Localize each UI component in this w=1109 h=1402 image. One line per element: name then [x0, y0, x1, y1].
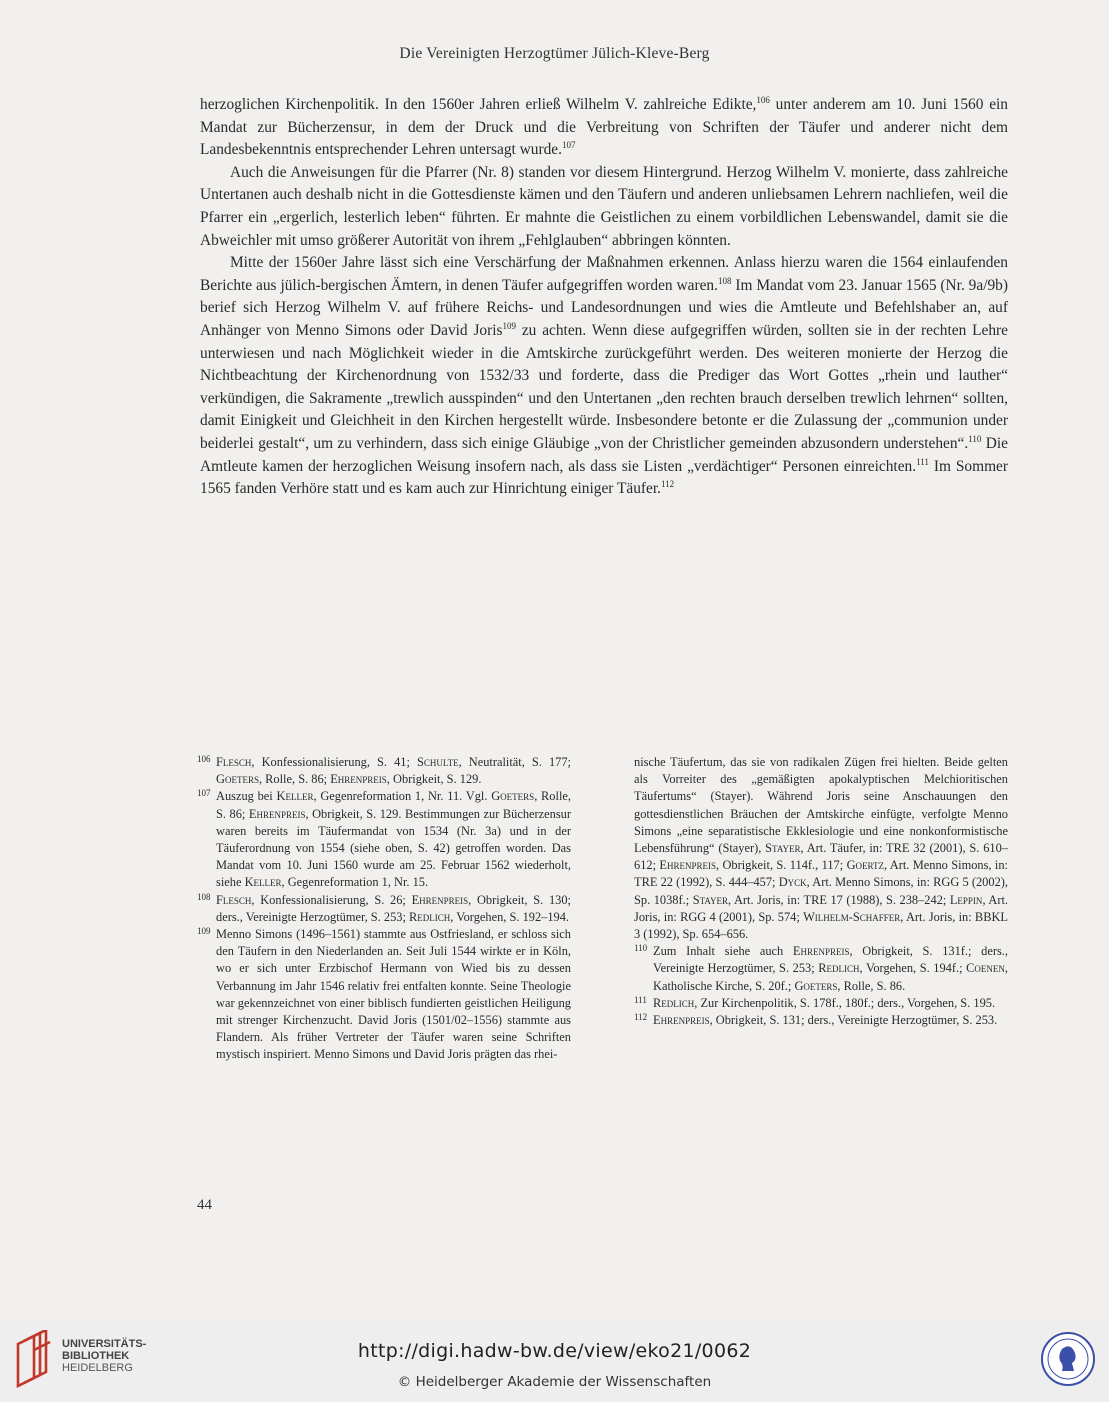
text-run: , Konfessionalisierung, S. 26;	[251, 892, 412, 907]
text-run: , Vorgehen, S. 194f.;	[859, 961, 967, 976]
author-name: Ehrenpreis	[248, 806, 306, 821]
text-run: , Obrigkeit, S. 130; ders., Vereinigte Herzogtümer, S. 253;	[216, 892, 571, 924]
footnote: 108 Flesch, Konfessionalisierung, S. 26; Ehrenpreis, Obrigkeit, S. 130; ders., Vereinigte Herzogtümer, S. 253; Redlich, Vorgehen, S. 192–194.	[197, 891, 571, 924]
footnote-reference: 106	[756, 95, 770, 105]
text-run: , Gegenreformation 1, Nr. 15.	[281, 875, 429, 890]
library-name-line: HEIDELBERG	[62, 1362, 133, 1374]
author-name: Ehrenpreis	[330, 772, 387, 787]
footnotes-right-column	[634, 754, 1008, 1029]
text-run: , Rolle, S. 86.	[837, 978, 906, 993]
text-run: Auszug bei	[216, 789, 277, 804]
author-name: Goeters	[794, 978, 838, 993]
author-name: Ehrenpreis	[411, 892, 469, 907]
text-run: , Art. Joris, in: BBKL 3 (1992), Sp. 654–656.	[634, 909, 1008, 942]
paragraph	[200, 252, 1008, 501]
text-run: , Obrigkeit, S. 129.	[386, 772, 482, 787]
paragraph	[200, 162, 1008, 252]
body-text	[200, 94, 1008, 501]
footnote-reference: 108	[717, 275, 732, 286]
text-run: , Obrigkeit, S. 129. Bestimmungen zur Bücherzensur waren bereits im Täufermandat von 1534 (Nr. 3a) und in der Täuferordnung von 1554 (siehe oben, S. 42) getroffen worden. Das Mandat vom 10. Juni 1560 wurde am 25. Februar 1562 wiederholt, siehe	[216, 806, 571, 890]
text-run: Die Amtleute kamen der herzoglichen Weisung insofern nach, als dass sie Listen „verdächtiger“ Personen einreichten.	[200, 434, 1008, 475]
academy-seal-icon	[1040, 1331, 1096, 1387]
footnote: 112 Ehrenpreis, Obrigkeit, S. 131; ders., Vereinigte Herzogtümer, S. 253.	[634, 1012, 998, 1028]
text-run: , Obrigkeit, S. 114f., 117;	[715, 858, 847, 873]
text-run: , Katholische Kirche, S. 20f.;	[653, 961, 1009, 993]
author-name: Ehrenpreis	[653, 1013, 710, 1028]
footnote-reference: 109	[502, 320, 517, 331]
paragraph	[200, 94, 1008, 162]
page-number: 44	[197, 1197, 212, 1213]
text-run: Im Mandat vom 23. Januar 1565 (Nr. 9a/9b) berief sich Herzog Wilhelm V. auf frühere Reichs- und Landesordnungen und wies die Amtleute und Befehlshaber an, auf Anhänger von Menno Simons oder David Joris	[200, 276, 1009, 339]
author-name: Keller	[276, 789, 314, 804]
text-run: , Obrigkeit, S. 131f.; ders., Vereinigte Herzogtümer, S. 253;	[653, 944, 1008, 976]
text-run: , Vorgehen, S. 192–194.	[450, 909, 570, 924]
author-name: Keller	[244, 875, 282, 890]
footnote: 111 Redlich, Zur Kirchenpolitik, S. 178f., 180f.; ders., Vorgehen, S. 195.	[634, 994, 996, 1010]
footnote-reference: 107	[561, 140, 576, 151]
text-run: , Gegenreformation 1, Nr. 11. Vgl.	[313, 789, 492, 804]
text-run: Zum Inhalt siehe auch	[653, 944, 793, 959]
footnote: 107 Auszug bei Keller, Gegenreformation 1, Nr. 11. Vgl. Goeters, Rolle, S. 86; Ehrenpreis, Obrigkeit, S. 129. Bestimmungen zur Bücherzensur waren bereits im Täufermandat von 1534 (Nr. 3a) und in der Täuferordnung von 1554 (siehe oben, S. 42) getroffen worden. Das Mandat vom 10. Juni 1560 wurde am 25. Februar 1562 wiederholt, siehe Keller, Gegenreformation 1, Nr. 15.	[197, 788, 571, 890]
author-name: Goertz	[846, 858, 884, 873]
author-name: Dyck	[778, 875, 807, 890]
running-head: Die Vereinigten Herzogtümer Jülich-Kleve-Berg	[399, 45, 710, 62]
author-name: Stayer	[692, 892, 729, 907]
text-run: Mitte der 1560er Jahre lässt sich eine Verschärfung der Maßnahmen erkennen. Anlass hierzu waren die 1564 einlaufenden Berichte aus jülich-bergischen Ämtern, in denen Täufer aufgegriffen worden waren.	[200, 254, 1008, 294]
text-run: , Art. Menno Simons, in: RGG 5 (2002), Sp. 1038f.;	[634, 875, 1008, 907]
library-name-line: BIBLIOTHEK	[62, 1350, 130, 1362]
author-name: Leppin	[949, 892, 983, 907]
author-name: Redlich	[818, 961, 860, 976]
author-name: Flesch	[216, 755, 252, 769]
footnotes-left-column	[197, 754, 571, 1064]
text-run: Menno Simons (1496–1561) stammte aus Ostfriesland, er schloss sich den Täufern in den Niederlanden an. Seit Juli 1544 wirkte er in Köln, wo er sich unter Erzbischof Hermann von Wied bis zu dessen Verbannung im Jahr 1546 relativ frei entfalten konnte. Seine Theologie war gekennzeichnet von einer biblisch fundierten geistlichen Heiligung mit strenger Kirchenzucht. David Joris (1501/02–1556) stammte aus Flandern. Als früher Vertreter der Täufer waren seine Schriften mystisch inspiriert. Menno Simons und David Joris prägten das rhei-	[216, 927, 571, 1062]
text-run: herzoglichen Kirchenpolitik. In den 1560er Jahren erließ Wilhelm V. zahlreiche Edikte,	[200, 96, 757, 113]
footer-bar	[0, 1322, 1109, 1402]
footnote-reference: 112	[661, 479, 675, 490]
text-run: , Konfessionalisierung, S. 41;	[251, 755, 418, 769]
text-run: , Art. Joris, in: RGG 4 (2001), Sp. 574;	[634, 892, 1008, 924]
footnote: 110 Zum Inhalt siehe auch Ehrenpreis, Obrigkeit, S. 131f.; ders., Vereinigte Herzogtümer, S. 253; Redlich, Vorgehen, S. 194f.; Coenen, Katholische Kirche, S. 20f.; Goeters, Rolle, S. 86.	[634, 943, 1009, 993]
author-name: Schulte	[417, 755, 459, 769]
footnote	[634, 754, 1008, 943]
author-name: Ehrenpreis	[659, 858, 716, 873]
permalink-url[interactable]: http://digi.hadw-bw.de/view/eko21/0062	[357, 1340, 752, 1362]
text-run: , Art. Täufer, in: TRE 32 (2001), S. 610–612;	[634, 841, 1008, 873]
text-run: , Neutralität, S. 177;	[458, 755, 571, 769]
author-name: Wilhelm-Schaffer	[803, 909, 901, 924]
author-name: Goeters	[491, 789, 535, 804]
footnote-reference: 111	[916, 456, 929, 467]
author-name: Stayer	[765, 841, 801, 856]
text-run: , Rolle, S. 86;	[258, 772, 331, 787]
footnote: 106 Flesch, Konfessionalisierung, S. 41; Schulte, Neutralität, S. 177; Goeters, Rolle, S. 86; Ehrenpreis, Obrigkeit, S. 129.	[197, 754, 571, 787]
author-name: Flesch	[216, 892, 252, 907]
text-run: zu achten. Wenn diese aufgegriffen würden, sollten sie in der rechten Lehre unterwiesen und nach Möglichkeit wieder in die Amtskirche zurückgeführt werden. Des weiteren monierte der Herzog die Nichtbeachtung der Kirchenordnung von 1532/33 und forderte, dass die Prediger das Wort Gottes „rhein und lauther“ verkündigen, die Sakramente „trewlich ausspinden“ und den Untertanen „den rechten brauch derselben trewlich lehrnen“ sollten, damit Einigkeit und Gleichheit in den Kirchen hergestellt würde. Insbesondere betonte er die Zulassung der „communion under beiderlei gestalt“, um zu verhindern, dass sich einige Gläubige „von der Christlicher gemeinden abzusondern understehen“.	[200, 321, 1008, 452]
copyright-notice: © Heidelberger Akademie der Wissenschaften	[397, 1374, 712, 1390]
library-name-line: UNIVERSITÄTS-	[62, 1338, 147, 1350]
author-name: Goeters	[216, 772, 259, 787]
footnote-reference: 110	[968, 433, 982, 444]
text-run: Im Sommer 1565 fanden Verhöre statt und es kam auch zur Hinrichtung einiger Täufer.	[200, 457, 1008, 498]
text-run: , Obrigkeit, S. 131; ders., Vereinigte Herzogtümer, S. 253.	[709, 1013, 998, 1028]
text-run: , Rolle, S. 86;	[216, 789, 571, 821]
text-run: , Art. Joris, in: TRE 17 (1988), S. 238–242;	[728, 892, 950, 907]
text-run: , Zur Kirchenpolitik, S. 178f., 180f.; ders., Vorgehen, S. 195.	[694, 995, 996, 1010]
author-name: Ehrenpreis	[792, 944, 850, 959]
text-run: unter anderem am 10. Juni 1560 ein Mandat zur Bücherzensur, in dem der Druck und die Verbreitung von Schriften der Täufer und anderer nicht dem Landesbekenntnis entsprechender Lehren untersagt wurde.	[200, 96, 1008, 159]
text-run: nische Täufertum, das sie von radikalen Zügen frei hielten. Beide gelten als Vorreiter des „gemäßigten apokalyptischen Melchioritischen Täufertums“ (Stayer). Während Joris seine Anschauungen den gottesdienstlichen Bräuchen der Amtskirche einfügte, verfolgte Menno Simons „eine separatistische Ekklesiologie und eine nonkonformistische Lebensführung“ (Stayer),	[634, 755, 1008, 856]
author-name: Redlich	[653, 995, 695, 1010]
footnote: 109 Menno Simons (1496–1561) stammte aus Ostfriesland, er schloss sich den Täufern in den Niederlanden an. Seit Juli 1544 wirkte er in Köln, wo er sich unter Erzbischof Hermann von Wied bis zu dessen Verbannung im Jahr 1546 relativ frei entfalten konnte. Seine Theologie war gekennzeichnet von einer biblisch fundierten geistlichen Heiligung mit strenger Kirchenzucht. David Joris (1501/02–1556) stammte aus Flandern. Als früher Vertreter der Täufer waren seine Schriften mystisch inspiriert. Menno Simons und David Joris prägten das rhei-	[197, 926, 571, 1062]
author-name: Coenen	[966, 961, 1005, 976]
text-run: , Art. Menno Simons, in: TRE 22 (1992), S. 444–457;	[634, 858, 1008, 890]
author-name: Redlich	[409, 909, 451, 924]
text-run: Auch die Anweisungen für die Pfarrer (Nr. 8) standen vor diesem Hintergrund. Herzog Wilhelm V. monierte, dass zahlreiche Untertanen auch deshalb nicht in die Gottesdienste kämen und den Täufern und anderen unliebsamen Lehrern nachliefen, weil die Pfarrer ein „ergerlich, lesterlich leben“ führten. Er mahnte die Geistlichen zu einem vorbildlichen Lebenswandel, damit sie die Abweichler mit umso größerer Autorität von ihrem „Fehlglauben“ abbringen könnten.	[200, 163, 1008, 249]
